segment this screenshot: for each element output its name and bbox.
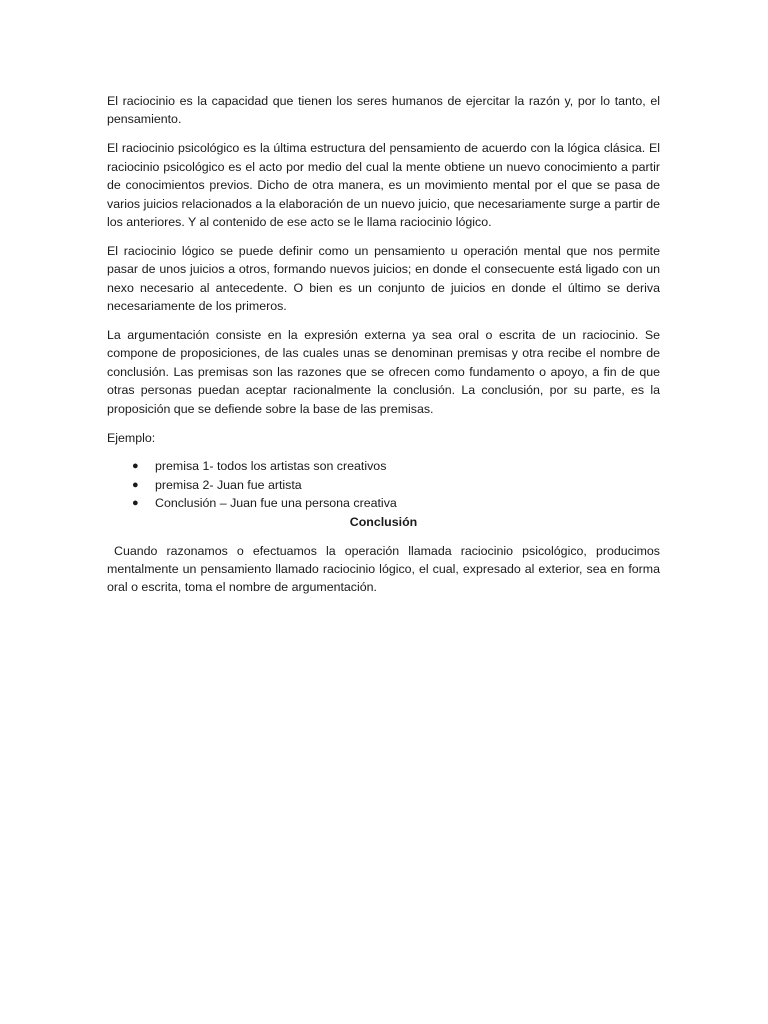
list-item-text: premisa 2- Juan fue artista <box>155 477 302 492</box>
paragraph-psychological-reasoning: El raciocinio psicológico es la última estructura del pensamiento de acuerdo con la lógica clásica. El raciocinio psicológico es el acto por medio del cual la mente obtiene un nuevo conocimiento a partir de conocimientos previos. Dicho de otra manera, es un movimiento mental por el que se pasa de varios juicios relacionados a la elaboración de un nuevo juicio, que necesariamente surge a partir de los anteriores. Y al contenido de ese acto se le llama raciocinio lógico. <box>107 141 660 229</box>
paragraph-logical-reasoning: El raciocinio lógico se puede definir como un pensamiento u operación mental que nos permite pasar de unos juicios a otros, formando nuevos juicios; en donde el consecuente está ligado con un nexo necesario al antecedente. O bien es un conjunto de juicios en donde el último se deriva necesariamente de los primeros. <box>107 243 660 314</box>
list-item <box>107 494 660 512</box>
document-page <box>107 92 660 607</box>
paragraph-definition: El raciocinio es la capacidad que tienen los seres humanos de ejercitar la razón y, por lo tanto, el pensamiento. <box>107 94 660 127</box>
list-item <box>107 457 660 475</box>
example-label: Ejemplo: <box>107 430 156 445</box>
list-item-text: premisa 1- todos los artistas son creativos <box>155 459 387 474</box>
conclusion-paragraph: Cuando razonamos o efectuamos la operación llamada raciocinio psicológico, producimos mentalmente un pensamiento llamado raciocinio lógico, el cual, expresado al exterior, sea en forma oral o escrita, toma el nombre de argumentación. <box>107 543 660 595</box>
bullet-icon: ● <box>132 478 139 491</box>
bullet-icon: ● <box>132 460 139 473</box>
example-list <box>107 457 660 512</box>
conclusion-heading: Conclusión <box>349 514 418 529</box>
bullet-icon: ● <box>132 497 139 510</box>
paragraph-argumentation: La argumentación consiste en la expresión externa ya sea oral o escrita de un raciocinio. Se compone de proposiciones, de las cuales unas se denominan premisas y otra recibe el nombre de conclusión. Las premisas son las razones que se ofrecen como fundamento o apoyo, a fin de que otras personas puedan aceptar racionalmente la conclusión. La conclusión, por su parte, es la proposición que se defiende sobre la base de las premisas. <box>107 327 660 416</box>
list-item <box>107 476 660 494</box>
list-item-text: Conclusión – Juan fue una persona creativa <box>155 496 397 511</box>
